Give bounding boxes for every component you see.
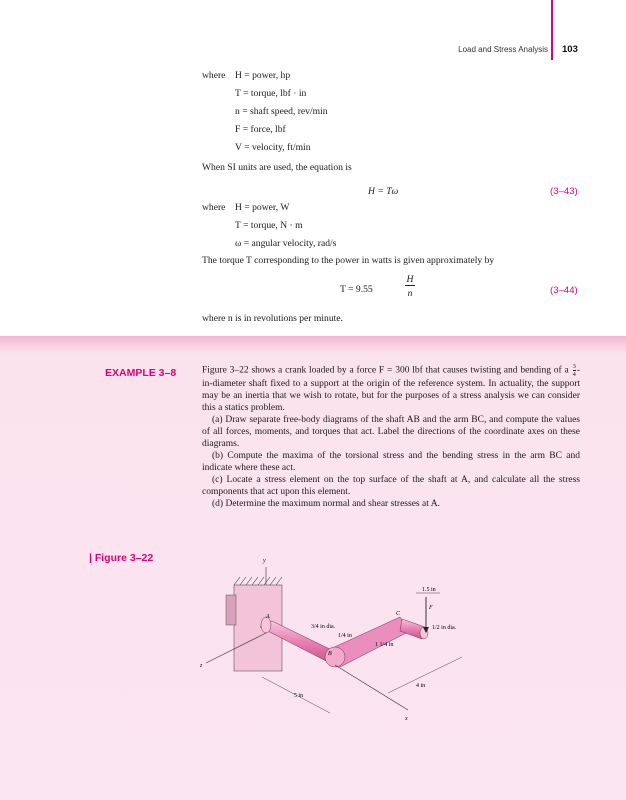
def-line: T = torque, lbf · in bbox=[235, 88, 307, 99]
example-intro-2: -in-diameter shaft fixed to a support at the origin of the reference system. In actuality, the support may be an inertia that we wish to rotate, but for the purposes of a stress analysis we can consider this a statics problem. bbox=[202, 365, 581, 413]
wall-hatch bbox=[234, 577, 282, 585]
example-part-c: (c) Locate a stress element on the top surface of the shaft at A, and calculate all the stress components that act upon this element. bbox=[202, 475, 580, 497]
shaft-length-label: 5 in bbox=[294, 693, 304, 699]
point-b-label: B bbox=[328, 651, 332, 657]
crank-hub bbox=[325, 647, 345, 667]
header-rule bbox=[551, 0, 553, 60]
def-line: T = torque, N · m bbox=[235, 220, 303, 231]
si-sentence: When SI units are used, the equation is bbox=[202, 162, 352, 173]
point-a-label: A bbox=[266, 614, 270, 620]
x-axis-line bbox=[335, 665, 408, 710]
z-axis-label: z bbox=[200, 663, 203, 669]
where-label-1: where bbox=[202, 70, 226, 81]
offset-label: 1.5 in bbox=[422, 587, 436, 593]
running-head: Load and Stress Analysis bbox=[458, 45, 548, 54]
def-line: n = shaft speed, rev/min bbox=[235, 106, 328, 117]
arm-width-label: 1 1/4 in bbox=[375, 642, 394, 648]
x-axis-label: x bbox=[405, 716, 408, 722]
arm-length-label: 4 in bbox=[416, 683, 426, 689]
pin-diameter-label: 1/2 in dia. bbox=[432, 625, 457, 631]
example-part-b: (b) Compute the maxima of the torsional stress and the bending stress in the arm BC and indicate where these act. bbox=[202, 451, 580, 473]
def-line: F = force, lbf bbox=[235, 124, 286, 135]
def-line: H = power, W bbox=[235, 202, 290, 213]
where-label-2: where bbox=[202, 202, 226, 213]
equation-3-44-lhs: T = 9.55 bbox=[340, 284, 373, 295]
example-label: EXAMPLE 3–8 bbox=[105, 367, 177, 379]
y-axis-label: y bbox=[263, 558, 266, 564]
def-line: V = velocity, ft/min bbox=[235, 142, 311, 153]
point-c-label: C bbox=[396, 611, 401, 617]
shaft-length-dim-line bbox=[262, 677, 330, 713]
example-body bbox=[202, 363, 580, 510]
equation-number-3-44: (3–44) bbox=[550, 285, 578, 296]
example-intro-1: Figure 3–22 shows a crank loaded by a force F = 300 lbf that causes twisting and bending of a bbox=[202, 365, 569, 376]
arm-thickness-label: 1/4 in bbox=[338, 633, 352, 639]
fraction-numerator: 3 bbox=[572, 363, 576, 370]
equation-3-44-numerator: H bbox=[406, 274, 414, 285]
example-part-d: (d) Determine the maximum normal and shear stresses at A. bbox=[212, 499, 440, 509]
def-line: ω = angular velocity, rad/s bbox=[235, 238, 337, 249]
torque-sentence: The torque T corresponding to the power in watts is given approximately by bbox=[202, 255, 495, 266]
fraction-denominator: 4 bbox=[572, 371, 576, 378]
wall-edge bbox=[226, 595, 236, 625]
shaft-diameter-label: 3/4 in dia. bbox=[311, 624, 336, 630]
equation-number-3-43: (3–43) bbox=[550, 186, 578, 197]
fraction-three-quarter bbox=[573, 363, 576, 378]
equation-3-44-denominator: n bbox=[407, 288, 413, 299]
page-number: 103 bbox=[562, 44, 578, 55]
def-line: H = power, hp bbox=[235, 70, 291, 81]
rev-sentence: where n is in revolutions per minute. bbox=[202, 313, 343, 324]
figure-label: | Figure 3–22 bbox=[89, 552, 154, 564]
force-label: F bbox=[429, 605, 433, 611]
example-part-a: (a) Draw separate free-body diagrams of the shaft AB and the arm BC, and compute the values of all forces, moments, and torques that act. Label the directions of the coordinate axes on these diagrams. bbox=[202, 415, 580, 449]
crank-figure bbox=[170, 545, 470, 730]
equation-3-43: H = Tω bbox=[368, 186, 399, 197]
